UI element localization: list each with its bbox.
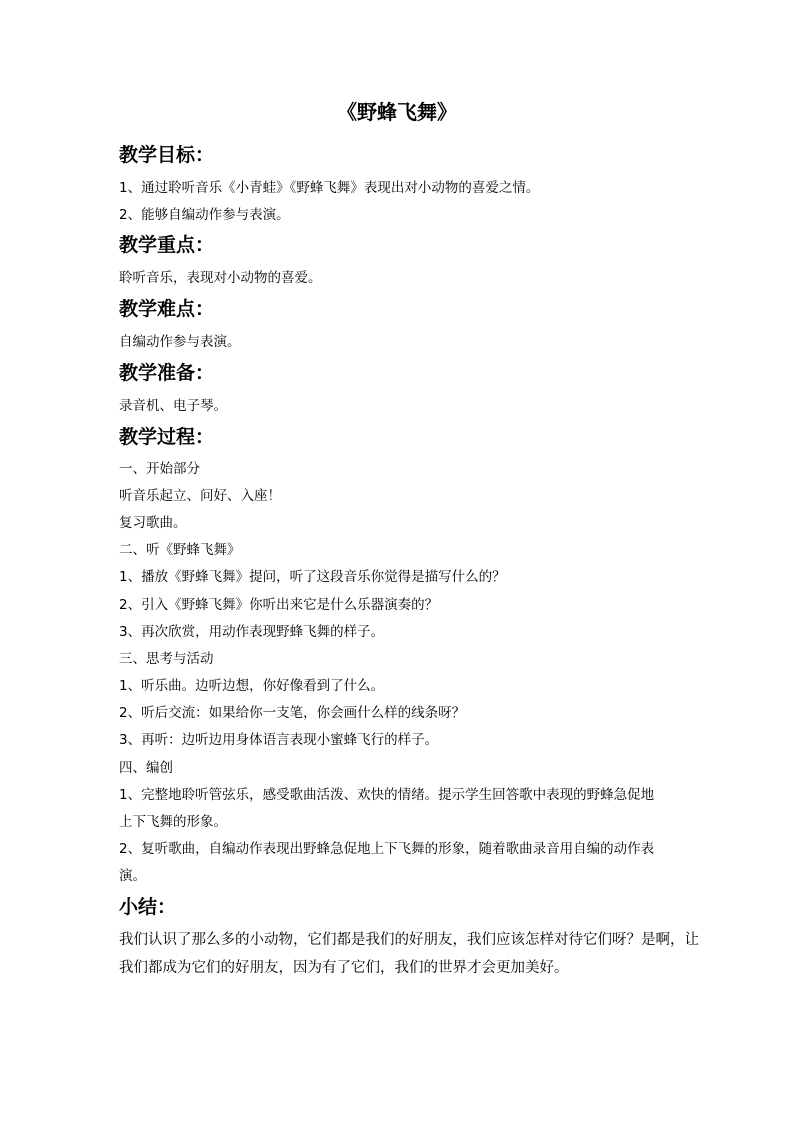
process-section-1-line-2: 复习歌曲。	[119, 515, 187, 531]
summary-line-1: 我们认识了那么多的小动物，它们都是我们的好朋友，我们应该怎样对待它们呀？是啊，让	[119, 932, 699, 948]
process-section-1-title: 一、开始部分	[119, 461, 200, 477]
goal-line-2: 2、能够自编动作参与表演。	[119, 207, 290, 223]
process-section-4-line-1a: 1、完整地聆听管弦乐，感受歌曲活泼、欢快的情绪。提示学生回答歌中表现的野蜂急促地	[119, 787, 655, 803]
process-section-2-line-2: 2、引入《野蜂飞舞》你听出来它是什么乐器演奏的？	[119, 597, 439, 613]
process-section-3-line-3: 3、再听：边听边用身体语言表现小蜜蜂飞行的样子。	[119, 732, 439, 748]
heading-preparation: 教学准备：	[119, 362, 215, 384]
heading-difficult-points: 教学难点：	[119, 298, 215, 320]
heading-process: 教学过程：	[119, 426, 215, 448]
process-section-4-title: 四、编创	[119, 760, 173, 776]
difficult-points-text: 自编动作参与表演。	[119, 334, 241, 350]
process-section-4-line-1b: 上下飞舞的形象。	[119, 814, 227, 830]
process-section-3-title: 三、思考与活动	[119, 651, 214, 667]
process-section-3-line-2: 2、听后交流：如果给你一支笔，你会画什么样的线条呀？	[119, 705, 466, 721]
process-section-3-line-1: 1、听乐曲。边听边想，你好像看到了什么。	[119, 678, 385, 694]
process-section-1-line-1: 听音乐起立、问好、入座！	[119, 488, 281, 504]
process-section-4-line-2a: 2、复听歌曲，自编动作表现出野蜂急促地上下飞舞的形象，随着歌曲录音用自编的动作表	[119, 841, 655, 857]
heading-key-points: 教学重点：	[119, 234, 215, 256]
goal-line-1: 1、通过聆听音乐《小青蛙》《野蜂飞舞》表现出对小动物的喜爱之情。	[119, 180, 540, 196]
process-section-2-line-1: 1、播放《野蜂飞舞》提问，听了这段音乐你觉得是描写什么的？	[119, 569, 506, 585]
process-section-2-title: 二、听《野蜂飞舞》	[119, 542, 241, 558]
process-section-4-line-2b: 演。	[119, 868, 146, 884]
preparation-text: 录音机、电子琴。	[119, 398, 227, 414]
heading-summary: 小结：	[119, 896, 177, 918]
process-section-2-line-3: 3、再次欣赏，用动作表现野蜂飞舞的样子。	[119, 624, 385, 640]
heading-teaching-goals: 教学目标：	[119, 144, 215, 166]
summary-line-2: 我们都成为它们的好朋友，因为有了它们，我们的世界才会更加美好。	[119, 960, 569, 976]
document-title: 《野蜂飞舞》	[337, 100, 457, 124]
key-points-text: 聆听音乐，表现对小动物的喜爱。	[119, 270, 322, 286]
